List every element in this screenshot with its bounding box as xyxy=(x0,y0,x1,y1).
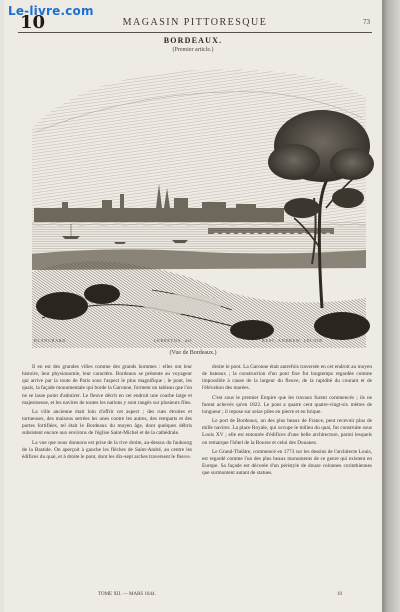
book-spine-edge xyxy=(382,0,400,612)
page-number: 10 xyxy=(20,12,46,33)
watermark: Le-livre.com xyxy=(8,4,94,18)
column-left xyxy=(22,364,192,589)
column-right xyxy=(202,364,372,589)
page xyxy=(4,0,382,612)
footer-signature: 10 xyxy=(337,592,342,597)
page-number-right: 73 xyxy=(363,18,370,26)
credit-right: BEST, ANDREW, LELOIR xyxy=(262,338,323,343)
paragraph: C'est sous le premier Empire que les travaux furent commencés ; ils ne furent achevés qu'en 1822. Le pont a quatre cent quatre-vingt-six mètres de longueur ; il repose sur seize piles en pierre et en brique. xyxy=(202,394,372,415)
credit-center: LEBRETON, del. xyxy=(154,338,194,343)
paragraph: La ville ancienne était loin d'offrir cet aspect ; des rues étroites et tortueuses, des maisons serrées les unes contre les autres, des remparts et des portes fortifiées, tel était le Bordeaux du moyen âge, dont quelques débris subsistent encore aux environs de l'église Saint-Michel et de la cathédrale. xyxy=(22,408,192,437)
paragraph: droite le pont. La Garonne était autrefois traversée en cet endroit au moyen de bateaux ; la construction d'un pont fixe fut longtemps regardée comme impossible à cause de la largeur du fleuve, de la rapidité du courant et de l'élévation des marées. xyxy=(202,364,372,392)
engraving-illustration xyxy=(22,58,374,348)
article-title: BORDEAUX. xyxy=(163,36,223,45)
journal-title: MAGASIN PITTORESQUE xyxy=(122,17,268,28)
paragraph: La vue que nous donnons est prise de la rive droite, au-dessus du faubourg de la Bastide. On aperçoit à gauche les flèches de Saint-André, au centre les édifices du quai, et à droite le pont, dont les dix-sept arches traversent le fleuve. xyxy=(22,439,192,460)
paragraph: Le Grand-Théâtre, commencé en 1773 sur les dessins de l'architecte Louis, est regardé comme l'un des plus beaux monuments de ce genre qui existent en Europe. Sa façade est décorée d'un péristyle de douze colonnes corinthiennes que surmontent autant de statues. xyxy=(202,448,372,477)
page-footer xyxy=(18,592,372,602)
article-subtitle: (Premier article.) xyxy=(172,47,214,53)
paragraph: Le port de Bordeaux, un des plus beaux de France, peut recevoir plus de mille navires. La place Royale, qui occupe le milieu du quai, fut construite sous Louis XV ; elle est entourée d'édifices d'une belle architecture, parmi lesquels on remarque l'hôtel de la Bourse et celui des Douanes. xyxy=(202,418,372,446)
credit-left: BLANCHARD. xyxy=(34,338,68,343)
figure-caption: (Vue de Bordeaux.) xyxy=(169,350,217,356)
article-body xyxy=(22,364,372,589)
footer-volume: TOME XII. — MARS 1844. xyxy=(98,592,156,597)
paragraph: Il en est des grandes villes comme des grands hommes : elles ont leur histoire, leur physionomie, leur caractère. Bordeaux se présente au voyageur qui arrive par la route de Paris sous l'aspect le plus magnifique ; le pont, les quais, la façade monumentale qui borde la Garonne, forment un tableau que l'on ne se lasse point d'admirer. Le fleuve décrit en cet endroit une courbe large et majestueuse, et les navires de toutes les nations y sont rangés sur plusieurs files. xyxy=(22,364,192,406)
page-header xyxy=(18,12,372,33)
